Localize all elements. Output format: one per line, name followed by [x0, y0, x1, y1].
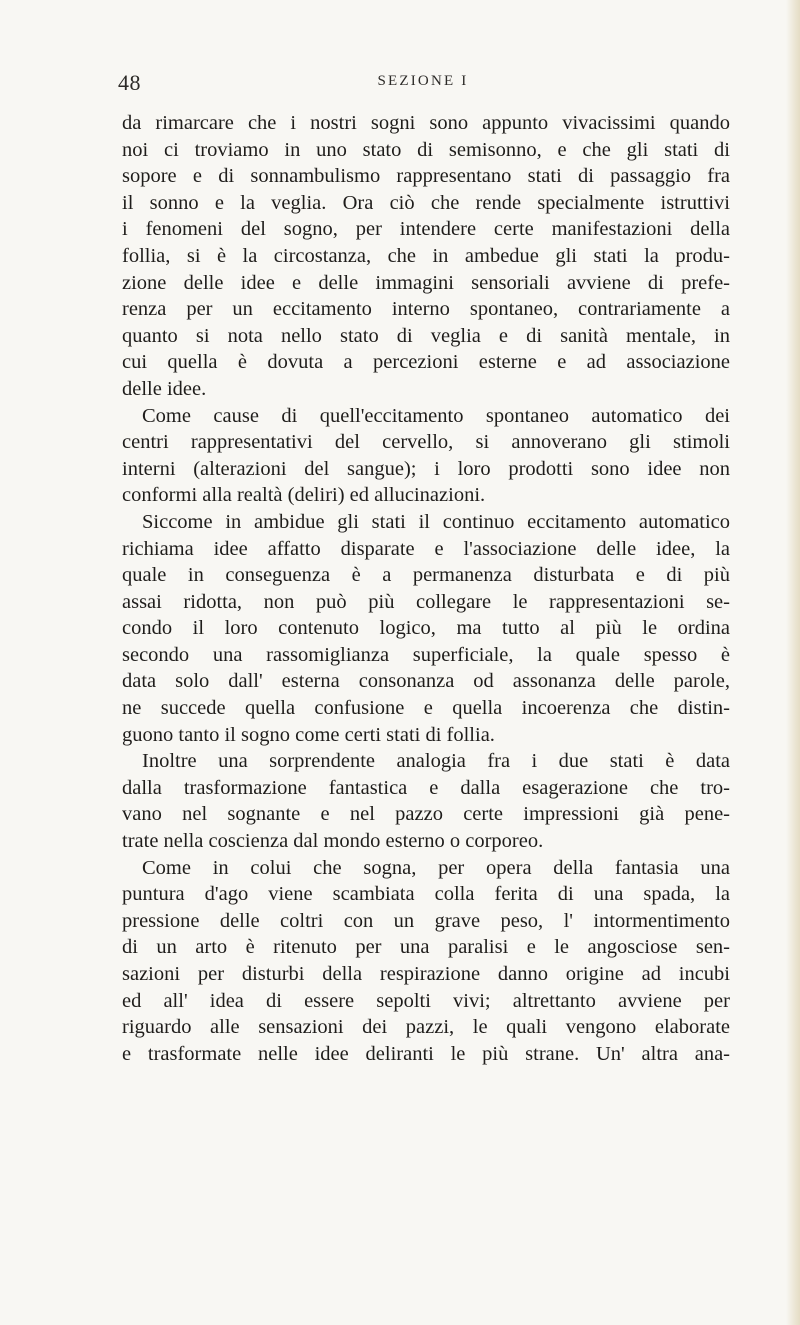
page-header [118, 70, 728, 100]
text-line: i fenomeni del sogno, per intendere certe manifestazioni della [122, 218, 730, 241]
text-line: trate nella coscienza dal mondo esterno o corporeo. [122, 830, 544, 853]
text-line: quanto si nota nello stato di veglia e di sanità mentale, in [122, 324, 730, 347]
text-line: da rimarcare che i nostri sogni sono appunto vivacissimi quando [122, 112, 730, 134]
text-line: delle idee. [122, 377, 207, 400]
text-line: Come cause di quell'eccitamento spontaneo automatico dei [142, 404, 730, 427]
text-line: cui quella è dovuta a percezioni esterne e ad associazione [122, 351, 730, 374]
text-line: secondo una rassomiglianza superficiale, la quale spesso è [122, 643, 730, 666]
text-line: il sonno e la veglia. Ora ciò che rende specialmente istruttivi [122, 191, 730, 214]
text-line: condo il loro contenuto logico, ma tutto al più le ordina [122, 617, 730, 640]
text-line: guono tanto il sogno come certi stati di follia. [122, 723, 495, 746]
text-line: Come in colui che sogna, per opera della fantasia una [142, 856, 730, 879]
text-line: assai ridotta, non può più collegare le rappresentazioni se- [122, 590, 730, 613]
text-line: di un arto è ritenuto per una paralisi e le angosciose sen- [122, 936, 730, 959]
text-line: dalla trasformazione fantastica e dalla esagerazione che tro- [122, 776, 730, 799]
text-line: e trasformate nelle idee deliranti le più strane. Un' altra ana- [122, 1042, 730, 1065]
page-number: 48 [118, 70, 141, 95]
text-line: pressione delle coltri con un grave peso, l' intormentimento [122, 909, 730, 932]
text-line: sazioni per disturbi della respirazione danno origine ad incubi [122, 963, 730, 985]
text-line: ne succede quella confusione e quella incoerenza che distin- [122, 697, 730, 720]
text-line: zione delle idee e delle immagini sensoriali avviene di prefe- [122, 271, 730, 294]
text-line: interni (alterazioni del sangue); i loro prodotti sono idee non [122, 457, 730, 480]
text-line: ed all' idea di essere sepolti vivi; altrettanto avviene per [122, 989, 730, 1012]
text-line: Inoltre una sorprendente analogia fra i due stati è data [142, 750, 730, 773]
running-head: SEZIONE I [377, 73, 469, 89]
text-line: conformi alla realtà (deliri) ed allucinazioni. [122, 484, 486, 507]
text-line: noi ci troviamo in uno stato di semisonno, e che gli stati di [122, 138, 730, 161]
page-edge-shadow [786, 0, 800, 1325]
text-line: Siccome in ambidue gli stati il continuo eccitamento automatico [142, 510, 730, 533]
text-line: centri rappresentativi del cervello, si annoverano gli stimoli [122, 431, 730, 454]
text-line: riguardo alle sensazioni dei pazzi, le quali vengono elaborate [122, 1016, 730, 1039]
text-line: sopore e di sonnambulismo rappresentano stati di passaggio fra [122, 165, 730, 188]
text-line: quale in conseguenza è a permanenza disturbata e di più [122, 564, 730, 587]
text-line: renza per un eccitamento interno spontaneo, contrariamente a [122, 298, 730, 321]
text-line: data solo dall' esterna consonanza od assonanza delle parole, [122, 670, 730, 693]
body-text [122, 110, 730, 1067]
text-line: vano nel sognante e nel pazzo certe impressioni già pene- [122, 803, 730, 826]
text-line: puntura d'ago viene scambiata colla ferita di una spada, la [122, 883, 730, 906]
text-line: follia, si è la circostanza, che in ambedue gli stati la produ- [122, 244, 730, 267]
text-line: richiama idee affatto disparate e l'associazione delle idee, la [122, 537, 730, 560]
